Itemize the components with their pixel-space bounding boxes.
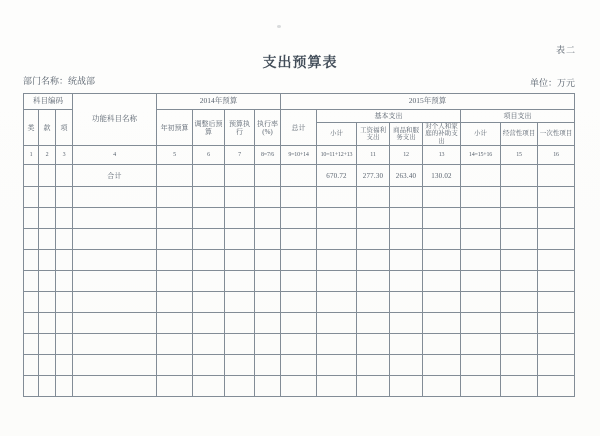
empty-cell <box>538 334 575 355</box>
column-index-cell: 14=15+16 <box>461 146 501 165</box>
empty-cell <box>538 271 575 292</box>
empty-cell <box>193 292 225 313</box>
empty-cell <box>357 250 390 271</box>
column-index-cell: 3 <box>56 146 73 165</box>
empty-cell <box>281 292 317 313</box>
empty-cell <box>357 313 390 334</box>
table-row <box>24 376 575 397</box>
column-index-cell: 4 <box>73 146 157 165</box>
empty-cell <box>423 229 461 250</box>
empty-cell <box>501 165 538 187</box>
empty-cell <box>255 334 281 355</box>
column-index-cell: 10=11+12+13 <box>317 146 357 165</box>
empty-cell <box>193 187 225 208</box>
value-cell: 670.72 <box>317 165 357 187</box>
empty-cell <box>255 187 281 208</box>
empty-cell <box>73 187 157 208</box>
empty-cell <box>73 376 157 397</box>
empty-cell <box>538 355 575 376</box>
empty-cell <box>390 313 423 334</box>
header-cell: 一次性项目 <box>538 123 575 146</box>
empty-cell <box>56 229 73 250</box>
empty-cell <box>73 292 157 313</box>
budget-table-body <box>24 94 575 397</box>
empty-cell <box>225 250 255 271</box>
empty-cell <box>157 334 193 355</box>
empty-cell <box>538 208 575 229</box>
empty-cell <box>193 355 225 376</box>
empty-cell <box>255 271 281 292</box>
empty-cell <box>157 271 193 292</box>
table-row <box>24 187 575 208</box>
empty-cell <box>225 292 255 313</box>
empty-cell <box>461 271 501 292</box>
empty-cell <box>501 292 538 313</box>
corner-label: 表二 <box>555 45 576 55</box>
empty-cell <box>73 250 157 271</box>
empty-cell <box>255 250 281 271</box>
empty-cell <box>423 292 461 313</box>
empty-cell <box>56 376 73 397</box>
empty-cell <box>193 313 225 334</box>
unit-label: 单位：万元 <box>529 78 575 88</box>
header-cell: 对个人和家庭的补助支出 <box>423 123 461 146</box>
empty-cell <box>461 355 501 376</box>
empty-cell <box>157 292 193 313</box>
empty-cell <box>255 376 281 397</box>
empty-cell <box>73 229 157 250</box>
empty-cell <box>281 165 317 187</box>
empty-cell <box>390 355 423 376</box>
empty-cell <box>39 376 56 397</box>
empty-cell <box>24 292 39 313</box>
table-row <box>24 229 575 250</box>
empty-cell <box>390 271 423 292</box>
empty-cell <box>357 208 390 229</box>
empty-cell <box>461 208 501 229</box>
empty-cell <box>56 208 73 229</box>
empty-cell <box>461 229 501 250</box>
header-cell: 项目支出 <box>461 110 575 123</box>
empty-cell <box>39 313 56 334</box>
header-cell: 类 <box>24 110 39 146</box>
empty-cell <box>423 208 461 229</box>
header-cell: 总计 <box>281 110 317 146</box>
empty-cell <box>501 376 538 397</box>
empty-cell <box>538 376 575 397</box>
column-index-cell: 9=10+14 <box>281 146 317 165</box>
empty-cell <box>193 376 225 397</box>
total-label-cell: 合计 <box>73 165 157 187</box>
header-cell: 工资福利支出 <box>357 123 390 146</box>
empty-cell <box>225 313 255 334</box>
empty-cell <box>24 376 39 397</box>
table-row <box>24 334 575 355</box>
empty-cell <box>317 376 357 397</box>
empty-cell <box>357 355 390 376</box>
empty-cell <box>501 229 538 250</box>
empty-cell <box>39 355 56 376</box>
empty-cell <box>255 313 281 334</box>
empty-cell <box>255 165 281 187</box>
empty-cell <box>317 250 357 271</box>
empty-cell <box>157 229 193 250</box>
column-index-cell: 5 <box>157 146 193 165</box>
empty-cell <box>24 208 39 229</box>
empty-cell <box>423 187 461 208</box>
empty-cell <box>538 229 575 250</box>
empty-cell <box>461 165 501 187</box>
empty-cell <box>73 271 157 292</box>
empty-cell <box>317 292 357 313</box>
empty-cell <box>538 292 575 313</box>
empty-cell <box>390 250 423 271</box>
empty-cell <box>501 187 538 208</box>
empty-cell <box>317 187 357 208</box>
empty-cell <box>423 250 461 271</box>
empty-cell <box>461 250 501 271</box>
column-index-cell: 15 <box>501 146 538 165</box>
header-cell: 小计 <box>461 123 501 146</box>
empty-cell <box>501 355 538 376</box>
empty-cell <box>255 292 281 313</box>
empty-cell <box>39 250 56 271</box>
empty-cell <box>39 165 56 187</box>
empty-cell <box>538 187 575 208</box>
empty-cell <box>73 355 157 376</box>
empty-cell <box>357 271 390 292</box>
empty-cell <box>24 187 39 208</box>
empty-cell <box>39 187 56 208</box>
empty-cell <box>73 313 157 334</box>
empty-cell <box>281 271 317 292</box>
empty-cell <box>317 208 357 229</box>
column-index-cell: 7 <box>225 146 255 165</box>
empty-cell <box>357 334 390 355</box>
empty-cell <box>56 355 73 376</box>
column-index-cell: 2 <box>39 146 56 165</box>
header-cell: 预算执行 <box>225 110 255 146</box>
empty-cell <box>390 292 423 313</box>
empty-cell <box>225 376 255 397</box>
empty-cell <box>73 334 157 355</box>
value-cell: 277.30 <box>357 165 390 187</box>
empty-cell <box>461 187 501 208</box>
empty-cell <box>157 313 193 334</box>
page-title: 支出预算表 <box>262 56 338 71</box>
empty-cell <box>255 208 281 229</box>
empty-cell <box>225 334 255 355</box>
empty-cell <box>357 376 390 397</box>
empty-cell <box>24 229 39 250</box>
header-cell: 小计 <box>317 123 357 146</box>
empty-cell <box>281 313 317 334</box>
empty-cell <box>73 208 157 229</box>
table-row <box>24 250 575 271</box>
empty-cell <box>281 187 317 208</box>
empty-cell <box>56 292 73 313</box>
table-row <box>24 313 575 334</box>
table-row <box>24 271 575 292</box>
empty-cell <box>24 313 39 334</box>
empty-cell <box>390 376 423 397</box>
column-index-cell: 1 <box>24 146 39 165</box>
empty-cell <box>225 187 255 208</box>
total-row <box>24 165 575 187</box>
empty-cell <box>157 355 193 376</box>
empty-cell <box>56 271 73 292</box>
header-cell: 款 <box>39 110 56 146</box>
empty-cell <box>56 313 73 334</box>
empty-cell <box>317 355 357 376</box>
empty-cell <box>157 208 193 229</box>
empty-cell <box>423 313 461 334</box>
empty-cell <box>255 229 281 250</box>
header-cell: 2014年预算 <box>157 94 281 110</box>
column-index-cell: 16 <box>538 146 575 165</box>
value-cell: 130.02 <box>423 165 461 187</box>
header-cell: 经营性项目 <box>501 123 538 146</box>
empty-cell <box>193 165 225 187</box>
header-cell: 2015年预算 <box>281 94 575 110</box>
column-index-cell: 12 <box>390 146 423 165</box>
empty-cell <box>501 313 538 334</box>
empty-cell <box>255 355 281 376</box>
empty-cell <box>56 165 73 187</box>
empty-cell <box>390 208 423 229</box>
empty-cell <box>157 187 193 208</box>
empty-cell <box>281 250 317 271</box>
empty-cell <box>39 229 56 250</box>
empty-cell <box>317 271 357 292</box>
empty-cell <box>157 165 193 187</box>
empty-cell <box>423 271 461 292</box>
column-index-row <box>24 146 575 165</box>
empty-cell <box>193 250 225 271</box>
empty-cell <box>157 250 193 271</box>
header-row <box>24 94 575 110</box>
empty-cell <box>390 229 423 250</box>
empty-cell <box>193 208 225 229</box>
header-cell: 科目编码 <box>24 94 73 110</box>
table-row <box>24 292 575 313</box>
empty-cell <box>193 271 225 292</box>
empty-cell <box>39 334 56 355</box>
empty-cell <box>317 313 357 334</box>
header-cell: 执行率(%) <box>255 110 281 146</box>
column-index-cell: 13 <box>423 146 461 165</box>
value-cell: 263.40 <box>390 165 423 187</box>
header-cell: 年初预算 <box>157 110 193 146</box>
scan-speck <box>277 25 281 28</box>
table-row <box>24 208 575 229</box>
empty-cell <box>461 376 501 397</box>
empty-cell <box>423 376 461 397</box>
empty-cell <box>281 229 317 250</box>
empty-cell <box>193 334 225 355</box>
empty-cell <box>461 334 501 355</box>
empty-cell <box>281 334 317 355</box>
empty-cell <box>390 187 423 208</box>
empty-cell <box>24 355 39 376</box>
empty-cell <box>225 271 255 292</box>
empty-cell <box>24 271 39 292</box>
empty-cell <box>317 334 357 355</box>
header-cell: 功能科目名称 <box>73 94 157 146</box>
empty-cell <box>461 313 501 334</box>
empty-cell <box>501 250 538 271</box>
empty-cell <box>538 313 575 334</box>
header-cell: 基本支出 <box>317 110 461 123</box>
empty-cell <box>281 208 317 229</box>
empty-cell <box>225 208 255 229</box>
empty-cell <box>56 334 73 355</box>
empty-cell <box>357 229 390 250</box>
budget-table <box>23 93 575 397</box>
empty-cell <box>423 334 461 355</box>
empty-cell <box>461 292 501 313</box>
empty-cell <box>225 165 255 187</box>
empty-cell <box>39 208 56 229</box>
empty-cell <box>501 271 538 292</box>
column-index-cell: 6 <box>193 146 225 165</box>
empty-cell <box>24 165 39 187</box>
empty-cell <box>193 229 225 250</box>
empty-cell <box>56 187 73 208</box>
empty-cell <box>24 334 39 355</box>
department-label: 部门名称：统战部 <box>23 76 96 86</box>
empty-cell <box>281 376 317 397</box>
column-index-cell: 8=7/6 <box>255 146 281 165</box>
column-index-cell: 11 <box>357 146 390 165</box>
empty-cell <box>157 376 193 397</box>
empty-cell <box>501 208 538 229</box>
empty-cell <box>538 165 575 187</box>
empty-cell <box>39 292 56 313</box>
header-cell: 项 <box>56 110 73 146</box>
empty-cell <box>423 355 461 376</box>
empty-cell <box>357 292 390 313</box>
empty-cell <box>24 250 39 271</box>
empty-cell <box>56 250 73 271</box>
empty-cell <box>357 187 390 208</box>
table-row <box>24 355 575 376</box>
empty-cell <box>501 334 538 355</box>
empty-cell <box>538 250 575 271</box>
header-cell: 商品和服务支出 <box>390 123 423 146</box>
empty-cell <box>281 355 317 376</box>
empty-cell <box>390 334 423 355</box>
header-cell: 调整后预算 <box>193 110 225 146</box>
empty-cell <box>317 229 357 250</box>
empty-cell <box>225 355 255 376</box>
empty-cell <box>225 229 255 250</box>
empty-cell <box>39 271 56 292</box>
